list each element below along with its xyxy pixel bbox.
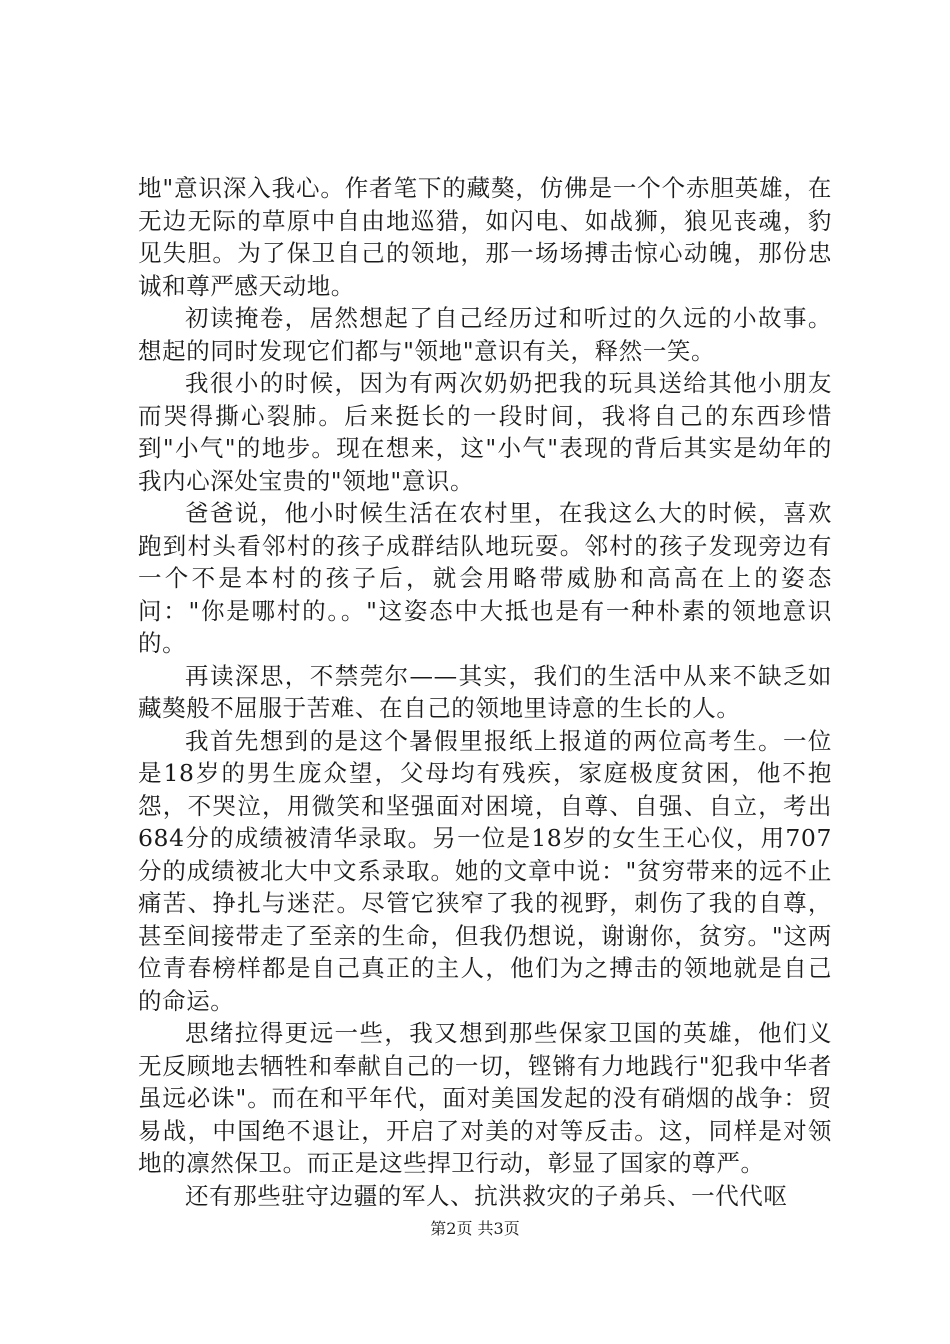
paragraph-1: 地"意识深入我心。作者笔下的藏獒，仿佛是一个个赤胆英雄，在无边无际的草原中自由地巡猎，如闪电、如战狮，狼见丧魂，豹见失胆。为了保卫自己的领地，那一场场搏击惊心动魄，那份忠诚和尊严感天动地。 — [138, 174, 832, 300]
body-text — [138, 172, 832, 1212]
page-footer: 第2页 共3页 — [430, 1219, 520, 1238]
paragraph-2: 初读掩卷，居然想起了自己经历过和听过的久远的小故事。想起的同时发现它们都与"领地"意识有关，释然一笑。 — [138, 304, 832, 365]
paragraph-5: 再读深思，不禁莞尔——其实，我们的生活中从来不缺乏如藏獒般不屈服于苦难、在自己的领地里诗意的生长的人。 — [138, 661, 832, 722]
paragraph-3: 我很小的时候，因为有两次奶奶把我的玩具送给其他小朋友而哭得撕心裂肺。后来挺长的一段时间，我将自己的东西珍惜到"小气"的地步。现在想来，这"小气"表现的背后其实是幼年的我内心深处宝贵的"领地"意识。 — [138, 369, 832, 495]
paragraph-6: 我首先想到的是这个暑假里报纸上报道的两位高考生。一位是18岁的男生庞众望，父母均有残疾，家庭极度贫困，他不抱怨，不哭泣，用微笑和坚强面对困境，自尊、自强、自立，考出684分的成绩被清华录取。另一位是18岁的女生王心仪，用707分的成绩被北大中文系录取。她的文章中说："贫穷带来的远不止痛苦、挣扎与迷茫。尽管它狭窄了我的视野，刺伤了我的自尊，甚至间接带走了至亲的生命，但我仍想说，谢谢你，贫穷。"这两位青春榜样都是自己真正的主人，他们为之搏击的领地就是自己的命运。 — [138, 726, 832, 1015]
paragraph-4: 爸爸说，他小时候生活在农村里，在我这么大的时候，喜欢跑到村头看邻村的孩子成群结队地玩耍。邻村的孩子发现旁边有一个不是本村的孩子后，就会用略带威胁和高高在上的姿态问："你是哪村的。。"这姿态中大抵也是有一种朴素的领地意识的。 — [138, 499, 832, 657]
paragraph-7: 思绪拉得更远一些，我又想到那些保家卫国的英雄，他们义无反顾地去牺牲和奉献自己的一切，铿锵有力地践行"犯我中华者虽远必诛"。而在和平年代，面对美国发起的没有硝烟的战争：贸易战，中国绝不退让，开启了对美的对等反击。这，同样是对领地的凛然保卫。而正是这些捍卫行动，彰显了国家的尊严。 — [138, 1019, 832, 1177]
paragraph-8: 还有那些驻守边疆的军人、抗洪救灾的子弟兵、一代代呕 — [185, 1181, 788, 1210]
